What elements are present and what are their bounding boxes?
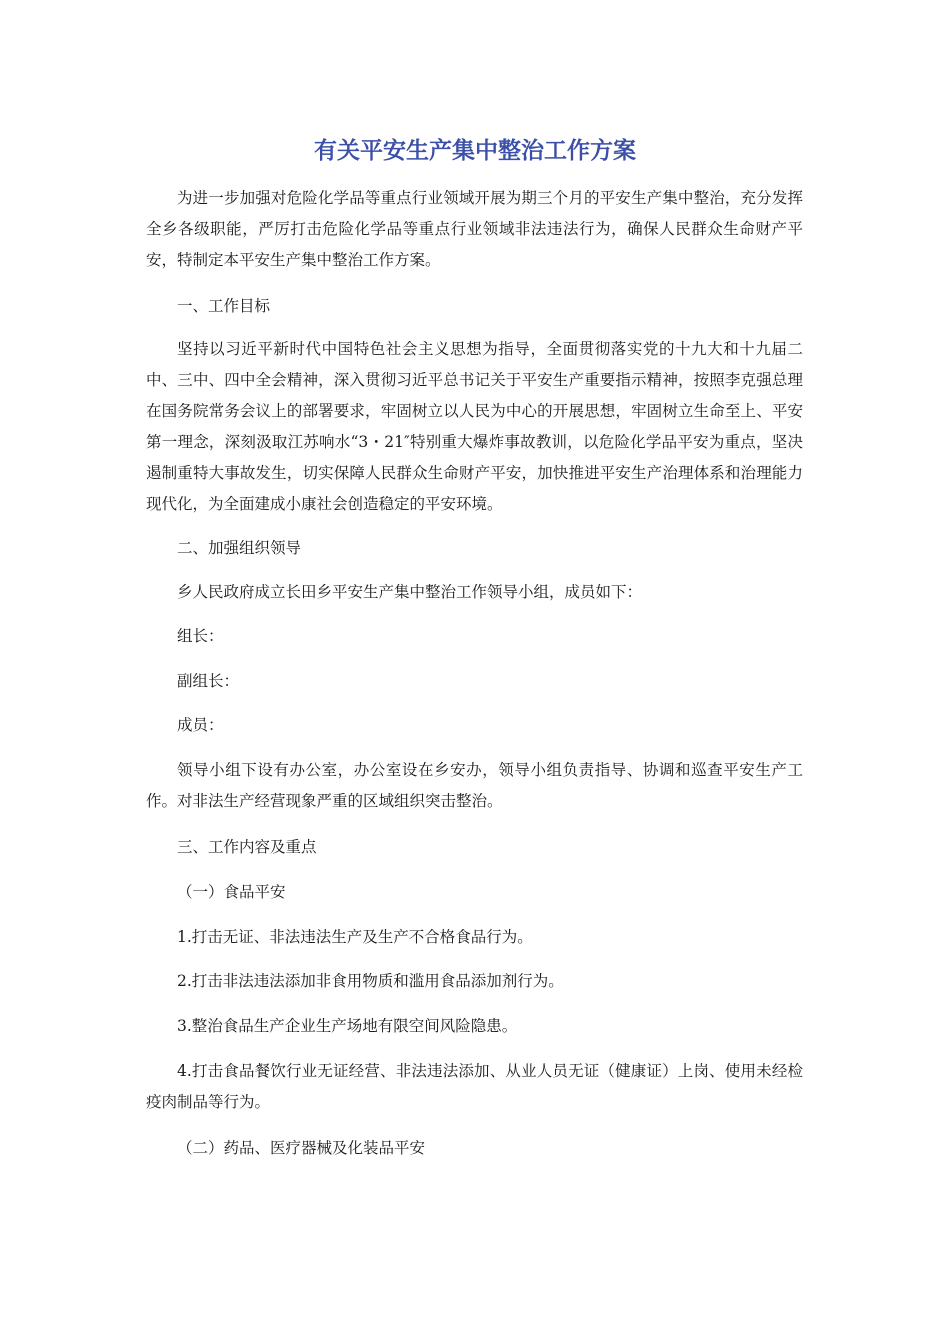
section-heading-goals: 一、工作目标 [177, 297, 271, 315]
food-item-4: 4.打击食品餐饮行业无证经营、非法违法添加、从业人员无证（健康证）上岗、使用未经检疫肉制品等行为。 [146, 1062, 803, 1111]
leader-line: 组长： [177, 627, 224, 645]
food-item-3: 3.整治食品生产企业生产场地有限空间风险隐患。 [177, 1017, 518, 1035]
intro-paragraph: 为进一步加强对危险化学品等重点行业领域开展为期三个月的平安生产集中整治，充分发挥全乡各级职能，严厉打击危险化学品等重点行业领域非法违法行为，确保人民群众生命财产平安，特制定本平安生产集中整治工作方案。 [146, 189, 803, 269]
goals-paragraph: 坚持以习近平新时代中国特色社会主义思想为指导，全面贯彻落实党的十九大和十九届二中、三中、四中全会精神，深入贯彻习近平总书记关于平安生产重要指示精神，按照李克强总理在国务院常务会议上的部署要求，牢固树立以人民为中心的开展思想，牢固树立生命至上、平安第一理念，深刻汲取江苏响水“3・21″特别重大爆炸事故教训，以危险化学品平安为重点，坚决遏制重特大事故发生，切实保障人民群众生命财产平安，加快推进平安生产治理体系和治理能力现代化，为全面建成小康社会创造稳定的平安环境。 [146, 340, 803, 513]
deputy-leader-line: 副组长： [177, 672, 240, 690]
organization-paragraph: 乡人民政府成立长田乡平安生产集中整治工作领导小组，成员如下： [177, 583, 643, 601]
food-item-2: 2.打击非法违法添加非食用物质和滥用食品添加剂行为。 [177, 972, 564, 990]
document-title: 有关平安生产集中整治工作方案 [314, 138, 636, 164]
subsection-drug-safety: （二）药品、医疗器械及化装品平安 [177, 1139, 426, 1157]
section-heading-organization: 二、加强组织领导 [177, 539, 302, 557]
food-item-1: 1.打击无证、非法违法生产及生产不合格食品行为。 [177, 928, 533, 946]
members-line: 成员： [177, 716, 224, 734]
subsection-food-safety: （一）食品平安 [177, 883, 286, 901]
section-heading-content: 三、工作内容及重点 [177, 838, 317, 856]
office-paragraph: 领导小组下设有办公室，办公室设在乡安办，领导小组负责指导、协调和巡查平安生产工作。对非法生产经营现象严重的区域组织突击整治。 [146, 761, 803, 810]
